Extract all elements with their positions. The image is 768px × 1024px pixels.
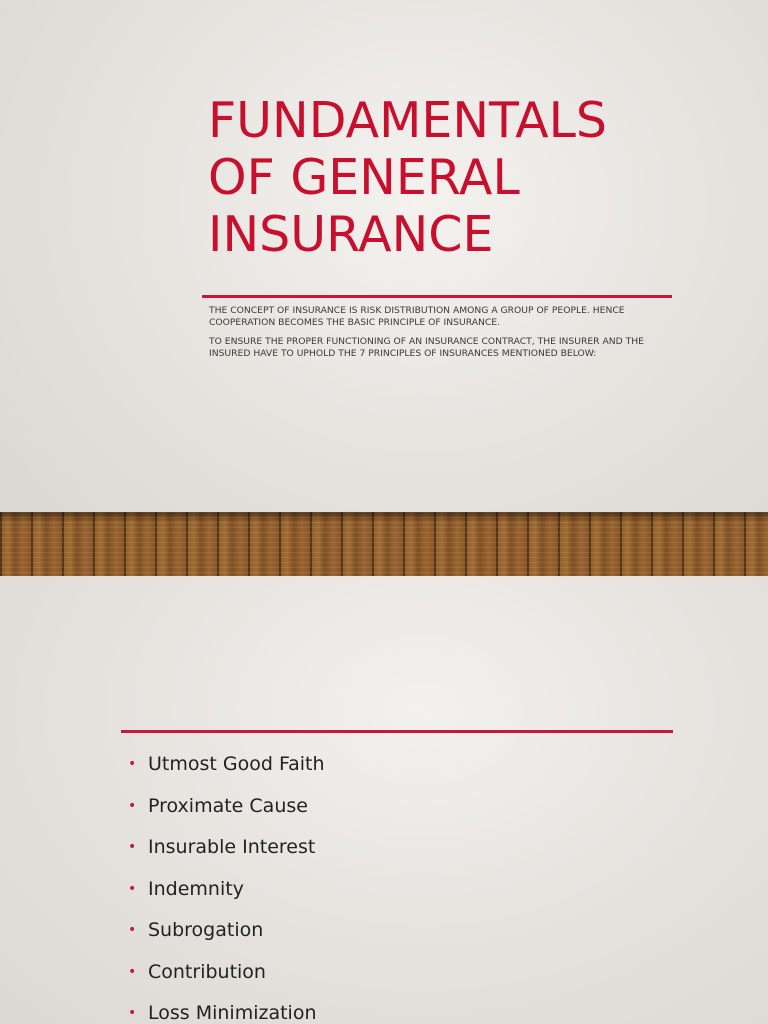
slide-principles — [0, 576, 768, 1024]
title-line-2: OF GENERAL — [208, 149, 520, 206]
bullet-icon: • — [128, 963, 137, 980]
slide-title-heading — [208, 92, 658, 263]
title-line-3: INSURANCE — [208, 206, 494, 263]
intro-text — [209, 305, 664, 367]
bullet-icon: • — [128, 1005, 137, 1021]
bullet-icon: • — [128, 880, 137, 897]
list-item: • Insurable Interest — [128, 836, 316, 858]
list-item: • Proximate Cause — [128, 794, 308, 817]
intro-paragraph-1: THE CONCEPT OF INSURANCE IS RISK DISTRIBUTION AMONG A GROUP OF PEOPLE. HENCE COOPERATION BECOMES THE BASIC PRINCIPLE OF INSURANCE. — [209, 305, 625, 328]
bullet-icon: • — [128, 756, 137, 772]
bullet-icon: • — [128, 839, 137, 855]
list-item: • Utmost Good Faith — [128, 753, 325, 775]
principles-list — [128, 752, 325, 1024]
list-item: • Contribution — [128, 960, 266, 983]
intro-paragraph-2: TO ENSURE THE PROPER FUNCTIONING OF AN INSURANCE CONTRACT, THE INSURER AND THE INSURED HAVE TO UPHOLD THE 7 PRINCIPLES OF INSURANCES MENTIONED BELOW: — [209, 336, 644, 359]
list-item: • Subrogation — [128, 919, 264, 941]
list-item: • Loss Minimization — [128, 1002, 317, 1024]
bullet-icon: • — [128, 922, 137, 938]
title-divider — [202, 295, 672, 298]
bullet-icon: • — [128, 797, 137, 814]
list-item: • Indemnity — [128, 877, 244, 900]
title-line-1: FUNDAMENTALS — [208, 92, 608, 149]
principles-divider — [121, 730, 673, 733]
wood-floor-image — [0, 512, 768, 576]
